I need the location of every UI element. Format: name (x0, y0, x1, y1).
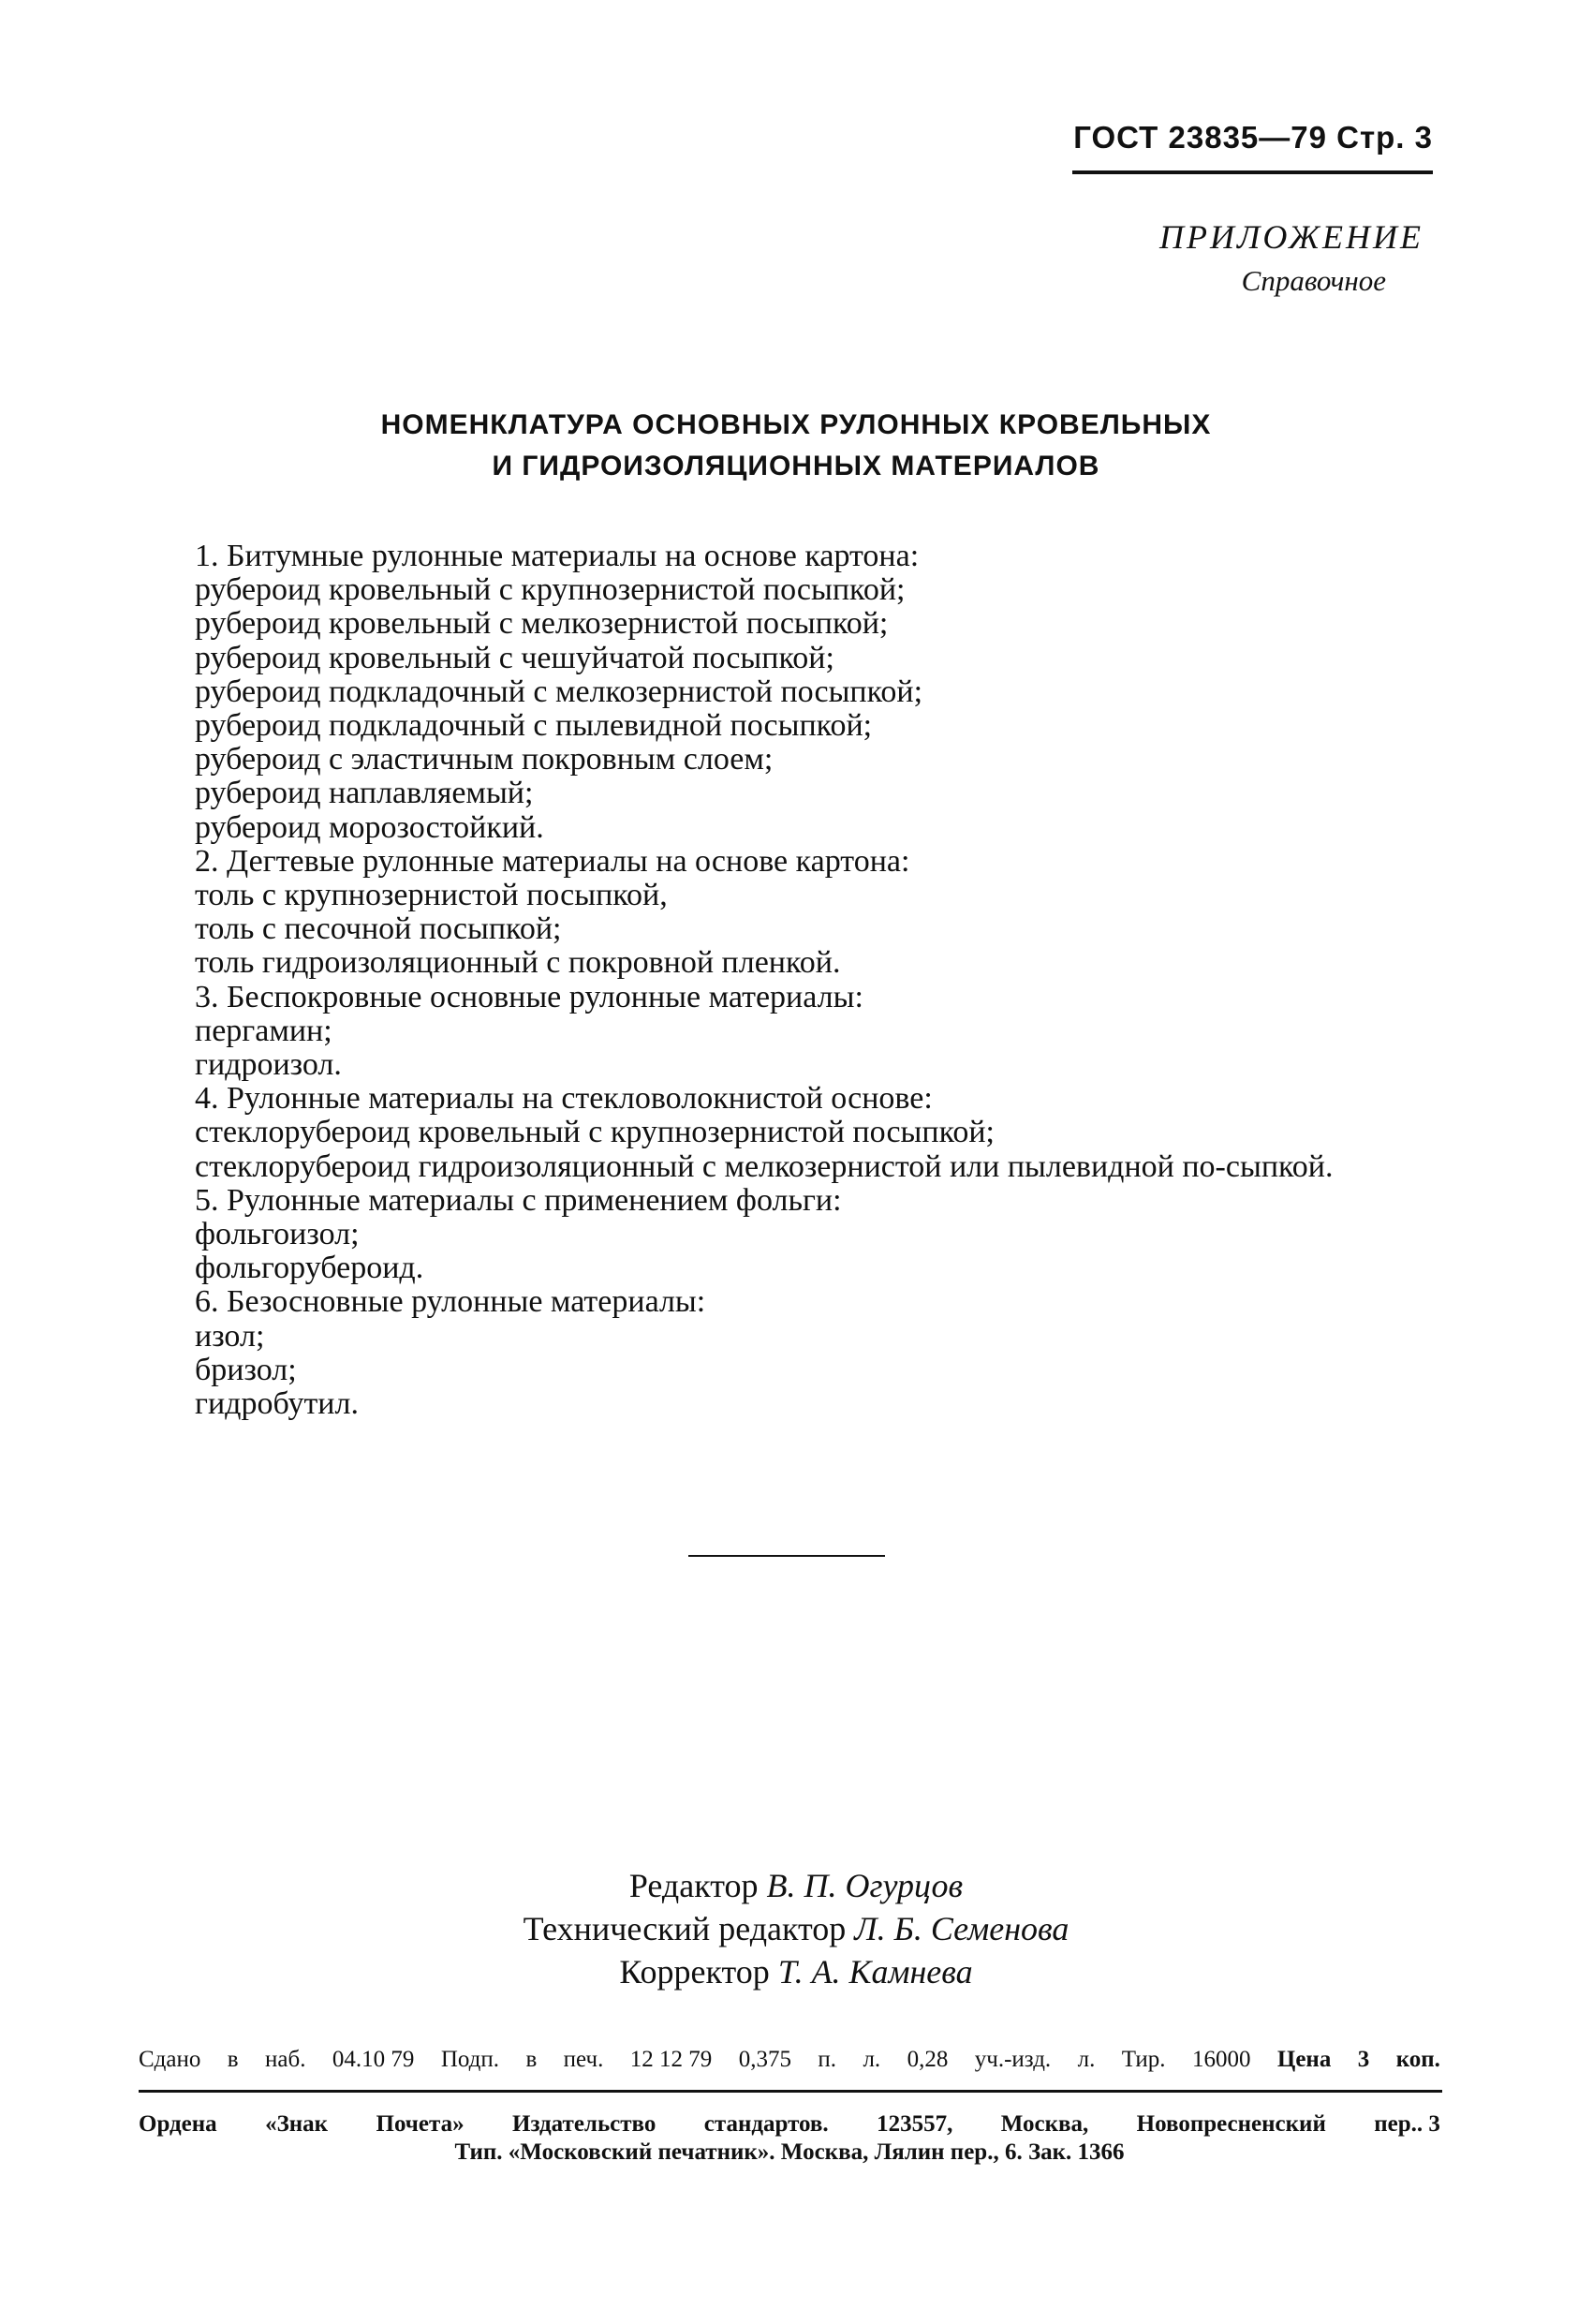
credit-name: Л. Б. Семенова (854, 1910, 1069, 1947)
imprint-word: коп. (1395, 2047, 1440, 2072)
imprint-word: пер.. 3 (1374, 2111, 1440, 2137)
credit-proofreader (281, 1950, 1311, 1993)
credit-tech-editor (281, 1907, 1311, 1950)
imprint-word: л. (863, 2047, 881, 2072)
imprint-word: 16000 (1191, 2047, 1251, 2072)
list-item: рубероид с эластичным покровным слоем; (195, 742, 774, 777)
imprint-printer: Тип. «Московский печатник». Москва, Лялин пер., 6. Зак. 1366 (454, 2139, 1125, 2165)
appendix-label: ПРИЛОЖЕНИЕ (1159, 218, 1423, 256)
imprint-word: в (227, 2047, 239, 2072)
imprint-word: в (525, 2047, 538, 2072)
list-item: рубероид подкладочный с пылевидной посыпкой; (195, 708, 873, 744)
document-title (187, 405, 1405, 487)
list-item: стеклорубероид кровельный с крупнозернистой посыпкой; (195, 1115, 996, 1150)
credit-role: Технический редактор (523, 1910, 847, 1947)
list-item: 1. Битумные рулонные материалы на основе картона: (195, 539, 920, 573)
imprint-word: Цена (1276, 2047, 1332, 2072)
imprint-word: Почета» (376, 2111, 465, 2137)
list-item: рубероид наплавляемый; (195, 776, 534, 811)
list-item: толь с песочной посыпкой; (195, 911, 562, 947)
imprint-word: п. (818, 2047, 837, 2072)
imprint-publisher (139, 2111, 1440, 2138)
list-item: рубероид морозостойкий. (195, 809, 544, 845)
materials-list (122, 540, 1442, 1421)
imprint-word: печ. (563, 2047, 604, 2072)
imprint-rule (139, 2090, 1442, 2093)
title-line-2: И ГИДРОИЗОЛЯЦИОННЫХ МАТЕРИАЛОВ (492, 451, 1100, 481)
imprint-word: л. (1077, 2047, 1096, 2072)
imprint-word: наб. (265, 2047, 306, 2072)
list-item: гидробутил. (195, 1386, 359, 1422)
credit-role: Корректор (619, 1953, 770, 1991)
header-rule (1072, 170, 1433, 174)
list-item: изол; (195, 1318, 265, 1354)
imprint-word: Подп. (440, 2047, 500, 2072)
list-item: бризол; (195, 1352, 297, 1387)
list-item: рубероид кровельный с мелкозернистой посыпкой; (195, 606, 889, 642)
list-item: 2. Дегтевые рулонные материалы на основе картона: (195, 843, 910, 879)
list-item: пергамин; (195, 1013, 332, 1048)
list-item: 3. Беспокровные основные рулонные материалы: (195, 979, 863, 1014)
imprint-word: уч.-изд. (974, 2047, 1052, 2072)
imprint-word: 0,28 (907, 2047, 949, 2072)
list-item: толь с крупнозернистой посыпкой, (195, 878, 668, 913)
imprint-word: 04.10 79 (332, 2047, 415, 2072)
credit-role: Редактор (628, 1867, 759, 1904)
credit-editor (281, 1864, 1311, 1907)
list-item: 4. Рулонные материалы на стекловолокнистой основе: (195, 1081, 933, 1117)
list-item: толь гидроизоляционный с покровной пленкой. (195, 945, 841, 981)
imprint-word: стандартов. (703, 2111, 829, 2137)
imprint-print-details (139, 2047, 1440, 2073)
list-item: рубероид кровельный с крупнозернистой посыпкой; (195, 572, 906, 608)
list-item: 6. Безосновные рулонные материалы: (195, 1284, 706, 1320)
appendix-type: Справочное (1241, 264, 1386, 297)
imprint-word: Ордена (139, 2111, 217, 2137)
document-header-code: ГОСТ 23835—79 Стр. 3 (1073, 120, 1433, 155)
section-divider (688, 1555, 885, 1557)
imprint-word: «Знак (265, 2111, 329, 2137)
imprint-word: Новопресненский (1136, 2111, 1326, 2137)
list-item: гидроизол. (195, 1047, 342, 1083)
title-line-1: НОМЕНКЛАТУРА ОСНОВНЫХ РУЛОННЫХ КРОВЕЛЬНЫХ (380, 409, 1212, 440)
list-item: фольгорубероид. (195, 1251, 424, 1286)
list-item: 5. Рулонные материалы с применением фольги: (195, 1182, 842, 1218)
imprint-word: 3 (1357, 2047, 1370, 2072)
imprint-word: Тир. (1121, 2047, 1166, 2072)
list-item: стеклорубероид гидроизоляционный с мелкозернистой или пылевидной по-сыпкой. (195, 1148, 1334, 1184)
imprint-word: 123557, (877, 2111, 953, 2137)
imprint-word: Издательство (512, 2111, 656, 2137)
imprint-word: 12 12 79 (629, 2047, 713, 2072)
list-item: рубероид кровельный с чешуйчатой посыпкой; (195, 640, 834, 675)
credits-block (281, 1864, 1311, 1993)
list-item: фольгоизол; (195, 1217, 360, 1252)
imprint-word: Москва, (1000, 2111, 1089, 2137)
list-item: рубероид подкладочный с мелкозернистой посыпкой; (195, 674, 923, 709)
credit-name: Т. А. Камнева (777, 1953, 973, 1991)
imprint-word: 0,375 (738, 2047, 791, 2072)
credit-name: В. П. Огурцов (766, 1867, 964, 1904)
imprint-word: Сдано (139, 2047, 201, 2072)
